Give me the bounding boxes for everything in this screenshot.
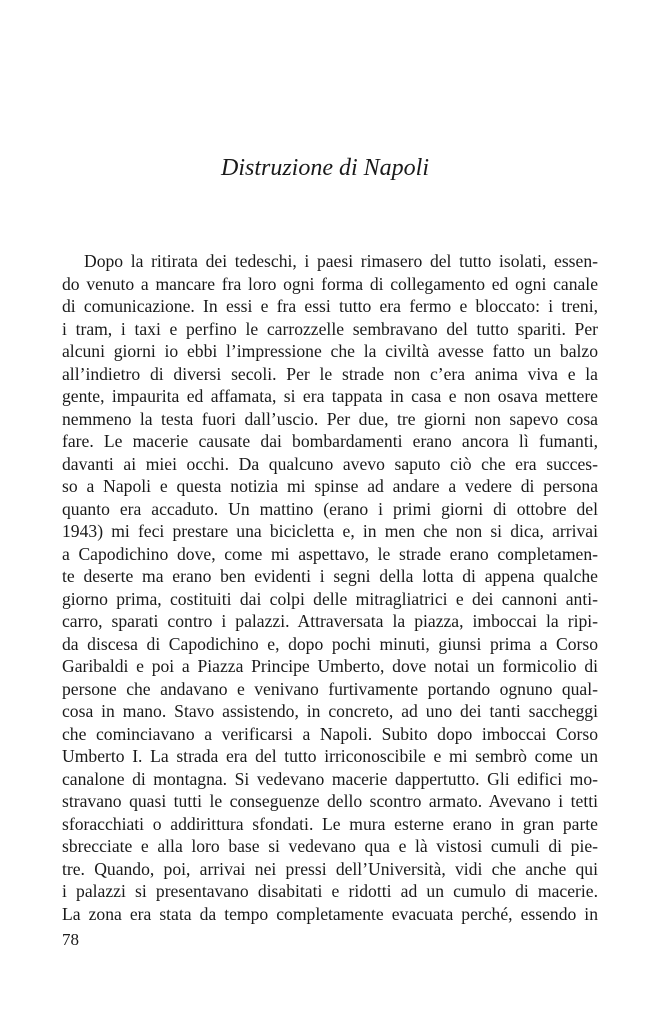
text-line: i tram, i taxi e perfino le carrozzelle sembravano del tutto spariti. Per — [62, 318, 598, 339]
text-line: quanto era accaduto. Un mattino (erano i primi giorni di ottobre del — [62, 498, 598, 519]
body-text — [62, 250, 598, 925]
text-line: stravano quasi tutti le conseguenze dello scontro armato. Avevano i tetti — [62, 791, 598, 811]
text-line: che cominciavano a verificarsi a Napoli. Subito dopo imboccai Corso — [62, 723, 598, 744]
text-line: do venuto a mancare fra loro ogni forma di collegamento ed ogni canale — [62, 273, 598, 294]
page-number: 78 — [62, 930, 79, 949]
text-line: nemmeno la testa fuori dall’uscio. Per due, tre giorni non sapevo cosa — [62, 408, 598, 429]
text-line: tre. Quando, poi, arrivai nei pressi dell’Università, vidi che anche qui — [62, 858, 598, 879]
text-line: di comunicazione. In essi e fra essi tutto era fermo e bloccato: i treni, — [62, 296, 598, 316]
text-line: so a Napoli e questa notizia mi spinse ad andare a vedere di persona — [62, 476, 598, 496]
text-line: giorno prima, costituiti dai colpi delle mitragliatrici e dei cannoni anti- — [62, 588, 598, 609]
text-line: Garibaldi e poi a Piazza Principe Umberto, dove notai un formicolio di — [62, 656, 598, 676]
text-line: La zona era stata da tempo completamente evacuata perché, essendo in — [62, 903, 598, 924]
text-line: sforacchiati o addirittura sfondati. Le mura esterne erano in gran parte — [62, 813, 598, 834]
chapter-title: Distruzione di Napoli — [220, 155, 430, 181]
text-line: te deserte ma erano ben evidenti i segni della lotta di appena qualche — [62, 566, 598, 586]
text-line: gente, impaurita ed affamata, si era tappata in casa e non osava mettere — [62, 386, 598, 406]
text-line: fare. Le macerie causate dai bombardamenti erano ancora lì fumanti, — [62, 431, 598, 451]
text-line: davanti ai miei occhi. Da qualcuno avevo saputo ciò che era succes- — [62, 453, 598, 474]
text-line: 1943) mi feci prestare una bicicletta e, in men che non si dica, arrivai — [62, 521, 598, 541]
text-line: a Capodichino dove, come mi aspettavo, le strade erano completamen- — [62, 543, 598, 564]
text-line: carro, sparati contro i palazzi. Attraversata la piazza, imboccai la ripi- — [62, 611, 598, 631]
text-line: da discesa di Capodichino e, dopo pochi minuti, giunsi prima a Corso — [62, 633, 598, 654]
text-line: persone che andavano e venivano furtivamente portando ognuno qual- — [62, 678, 598, 699]
text-line: sbrecciate e alla loro base si vedevano qua e là vistosi cumuli di pie- — [62, 836, 598, 856]
text-line: cosa in mano. Stavo assistendo, in concreto, ad uno dei tanti saccheggi — [62, 701, 598, 721]
text-line: i palazzi si presentavano disabitati e ridotti ad un cumulo di macerie. — [62, 881, 598, 901]
text-line: Umberto I. La strada era del tutto irriconoscibile e mi sembrò come un — [62, 746, 598, 766]
text-line: all’indietro di diversi secoli. Per le strade non c’era anima viva e la — [62, 363, 598, 384]
text-line: alcuni giorni io ebbi l’impressione che la civiltà avesse fatto un balzo — [62, 341, 598, 361]
text-line: Dopo la ritirata dei tedeschi, i paesi rimasero del tutto isolati, essen- — [84, 251, 598, 271]
text-line: canalone di montagna. Si vedevano macerie dappertutto. Gli edifici mo- — [62, 768, 598, 789]
